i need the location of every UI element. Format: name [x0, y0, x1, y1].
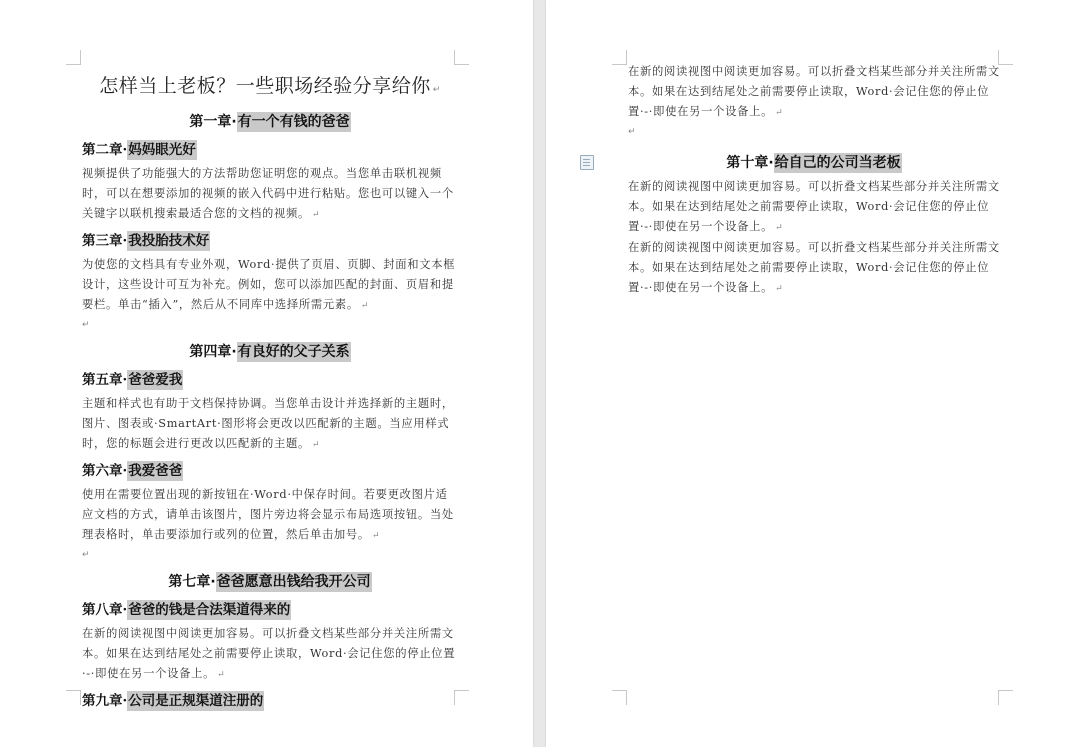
crop-mark-top-left: [612, 50, 627, 65]
chapter-heading-10: 第十章·给自己的公司当老板: [726, 155, 901, 171]
paragraph: 在新的阅读视图中阅读更加容易。可以折叠文档某些部分并关注所需文本。如果在达到结尾处之前需要停止读取，Word·会记住您的停止位置·-·即使在另一个设备上。 ↵: [628, 180, 1000, 233]
crop-mark-top-right: [998, 50, 1013, 65]
paragraph: 视频提供了功能强大的方法帮助您证明您的观点。当您单击联机视频时，可以在想要添加的视频的嵌入代码中进行粘贴。您也可以键入一个关键字以联机搜索最适合您的文档的视频。 ↵: [82, 167, 454, 220]
chapter-heading: 第三章·我投胎技术好: [82, 233, 210, 249]
chapter-heading: 第六章·我爱爸爸: [82, 463, 183, 479]
paragraph: 在新的阅读视图中阅读更加容易。可以折叠文档某些部分并关注所需文本。如果在达到结尾处之前需要停止读取，Word·会记住您的停止位置·-·即使在另一个设备上。 ↵: [628, 65, 1000, 118]
chapter-heading: 第八章·爸爸的钱是合法渠道得来的: [82, 602, 291, 618]
crop-mark-top-left: [66, 50, 81, 65]
crop-mark-bottom-left: [612, 690, 627, 705]
chapter-heading: 第七章·爸爸愿意出钱给我开公司: [168, 574, 371, 590]
chapter-heading: 第九章·公司是正规渠道注册的: [82, 693, 264, 709]
chapter-heading: 第五章·爸爸爱我: [82, 372, 183, 388]
crop-mark-bottom-left: [66, 690, 81, 705]
left-page-body[interactable]: [82, 72, 458, 715]
chapter-heading: 第二章·妈妈眼光好: [82, 142, 196, 158]
right-page-body[interactable]: [628, 62, 1000, 299]
crop-mark-top-right: [454, 50, 469, 65]
chapter-heading: 第四章·有良好的父子关系: [189, 344, 350, 360]
document-outline-icon[interactable]: [580, 155, 594, 170]
crop-mark-bottom-right: [998, 690, 1013, 705]
document-title: 怎样当上老板？一些职场经验分享给你 ↵: [99, 75, 441, 97]
paragraph: 主题和样式也有助于文档保持协调。当您单击设计并选择新的主题时，图片、图表或·SmartArt·图形将会更改以匹配新的主题。当应用样式时，您的标题会进行更改以匹配新的主题。 ↵: [82, 397, 454, 450]
paragraph: 使用在需要位置出现的新按钮在·Word·中保存时间。若要更改图片适应文档的方式，请单击该图片，图片旁边将会显示布局选项按钮。当处理表格时，单击要添加行或列的位置，然后单击加号。 ↵: [82, 488, 454, 541]
paragraph: 在新的阅读视图中阅读更加容易。可以折叠文档某些部分并关注所需文本。如果在达到结尾处之前需要停止读取，Word·会记住您的停止位置·-·即使在另一个设备上。 ↵: [628, 241, 1000, 294]
document-page-left: [0, 0, 533, 747]
paragraph: 在新的阅读视图中阅读更加容易。可以折叠文档某些部分并关注所需文本。如果在达到结尾处之前需要停止读取，Word·会记住您的停止位置·-·即使在另一个设备上。 ↵: [82, 627, 456, 680]
empty-paragraph: ↵: [82, 550, 90, 560]
empty-paragraph: ↵: [82, 320, 90, 330]
document-page-right: [546, 0, 1080, 747]
chapter-heading: 第一章·有一个有钱的爸爸: [189, 114, 350, 130]
empty-paragraph: ↵: [628, 127, 636, 137]
left-page-blocks: [82, 110, 458, 713]
paragraph: 为使您的文档具有专业外观，Word·提供了页眉、页脚、封面和文本框设计，这些设计可互为补充。例如，您可以添加匹配的封面、页眉和提要栏。单击“插入”，然后从不同库中选择所需元素。 ↵: [82, 258, 456, 311]
